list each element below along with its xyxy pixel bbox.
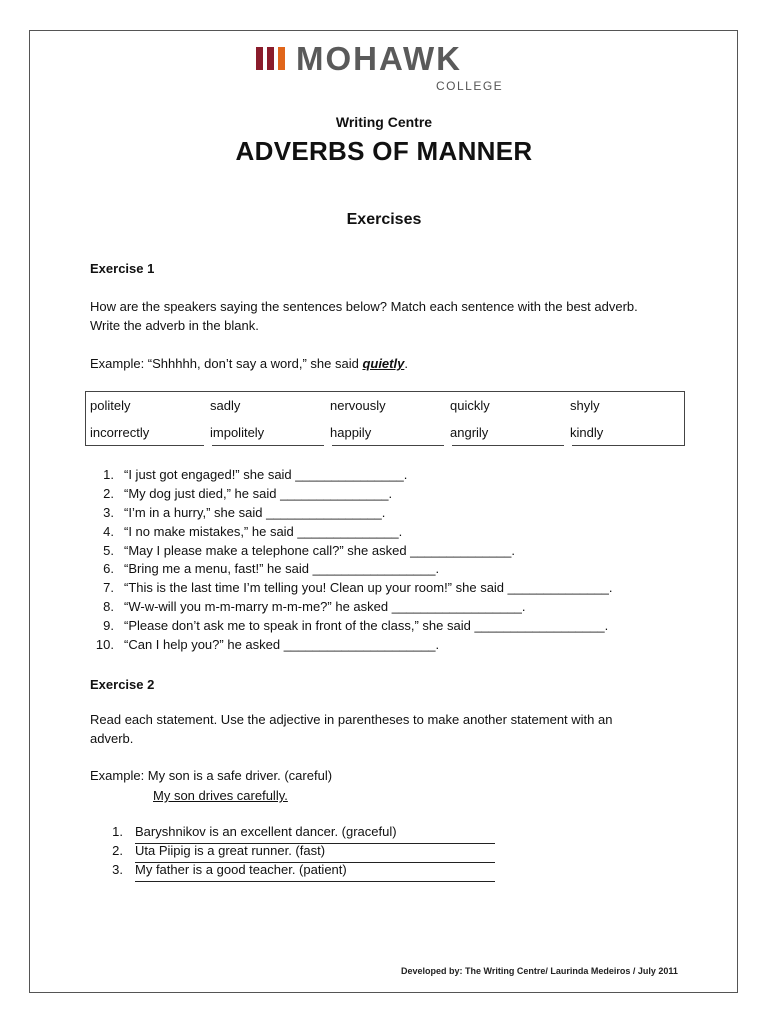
word-bank-gap	[204, 444, 212, 446]
item-number: 3.	[103, 504, 114, 520]
example-suffix: .	[404, 356, 408, 371]
item-number: 9.	[103, 618, 114, 634]
item-number: 2.	[103, 485, 114, 501]
logo-college-label: COLLEGE	[436, 79, 504, 93]
word-bank-item: angrily	[450, 425, 489, 440]
exercise-1-heading: Exercise 1	[90, 261, 155, 276]
department-label: Writing Centre	[335, 114, 433, 130]
item-number: 6.	[103, 561, 114, 577]
word-bank	[85, 391, 685, 446]
item-number: 5.	[103, 542, 114, 558]
item-number: 2.	[112, 842, 123, 858]
word-bank-gap	[324, 444, 332, 446]
word-bank-item: kindly	[570, 425, 604, 440]
word-bank-item: shyly	[570, 398, 600, 413]
item-text: “I’m in a hurry,” she said ________________.	[124, 504, 386, 520]
item-text: “Please don’t ask me to speak in front of the class,” she said __________________.	[124, 618, 609, 634]
item-text: Uta Piipig is a great runner. (fast)	[135, 842, 326, 858]
footer-credit: Developed by: The Writing Centre/ Laurinda Medeiros / July 2011	[401, 966, 678, 976]
item-text: “Bring me a menu, fast!” he said _________________.	[124, 561, 440, 577]
word-bank-gap	[444, 444, 452, 446]
item-text: “I just got engaged!” she said _______________.	[124, 467, 408, 482]
item-text: “My dog just died,” he said _______________.	[124, 485, 393, 501]
item-number: 3.	[112, 861, 123, 877]
item-text: “This is the last time I’m telling you! Clean up your room!” she said ______________.	[124, 580, 613, 596]
word-bank-gap	[564, 444, 572, 446]
example-prefix: Example: “Shhhhh, don’t say a word,” she said	[90, 356, 363, 371]
item-text: “Can I help you?” he asked _____________________.	[124, 637, 440, 653]
answer-line	[135, 881, 495, 882]
word-bank-item: quickly	[450, 398, 490, 413]
exercise-2-example: Example: My son is a safe driver. (careful)	[90, 768, 333, 783]
exercise-1-instructions-line-2: Write the adverb in the blank.	[90, 318, 259, 333]
exercise-2-instructions-line-1: Read each statement. Use the adjective in parentheses to make another statement with an	[90, 712, 613, 727]
item-text: “I no make mistakes,” he said ______________.	[124, 523, 403, 539]
word-bank-item: sadly	[210, 398, 241, 413]
item-number: 8.	[103, 599, 114, 615]
word-bank-item: incorrectly	[90, 425, 150, 440]
item-text: My father is a good teacher. (patient)	[135, 861, 347, 877]
mohawk-college-logo	[256, 40, 516, 96]
item-text: Baryshnikov is an excellent dancer. (graceful)	[135, 824, 397, 839]
exercise-2-instructions-line-2: adverb.	[90, 731, 134, 746]
page-title: ADVERBS OF MANNER	[235, 136, 533, 166]
word-bank-item: politely	[90, 398, 131, 413]
exercise-2-heading: Exercise 2	[90, 677, 155, 692]
exercise-1-example	[90, 354, 408, 373]
word-bank-item: impolitely	[210, 425, 265, 440]
exercise-1-instructions-line-1: How are the speakers saying the sentences below? Match each sentence with the best adverb.	[90, 299, 638, 314]
logo-wordmark: MOHAWK	[296, 40, 462, 77]
item-number: 7.	[103, 580, 114, 596]
word-bank-item: happily	[330, 425, 372, 440]
item-number: 4.	[103, 523, 114, 539]
item-number: 1.	[103, 467, 114, 482]
section-title: Exercises	[346, 211, 422, 228]
word-bank-item: nervously	[330, 398, 386, 413]
item-number: 10.	[95, 637, 114, 653]
item-number: 1.	[112, 824, 123, 839]
item-text: “W-w-will you m-m-marry m-m-me?” he asked __________________.	[124, 599, 526, 615]
item-text: “May I please make a telephone call?” she asked ______________.	[124, 542, 515, 558]
example-answer: quietly	[362, 356, 405, 371]
exercise-2-example-answer: My son drives carefully.	[153, 788, 288, 803]
